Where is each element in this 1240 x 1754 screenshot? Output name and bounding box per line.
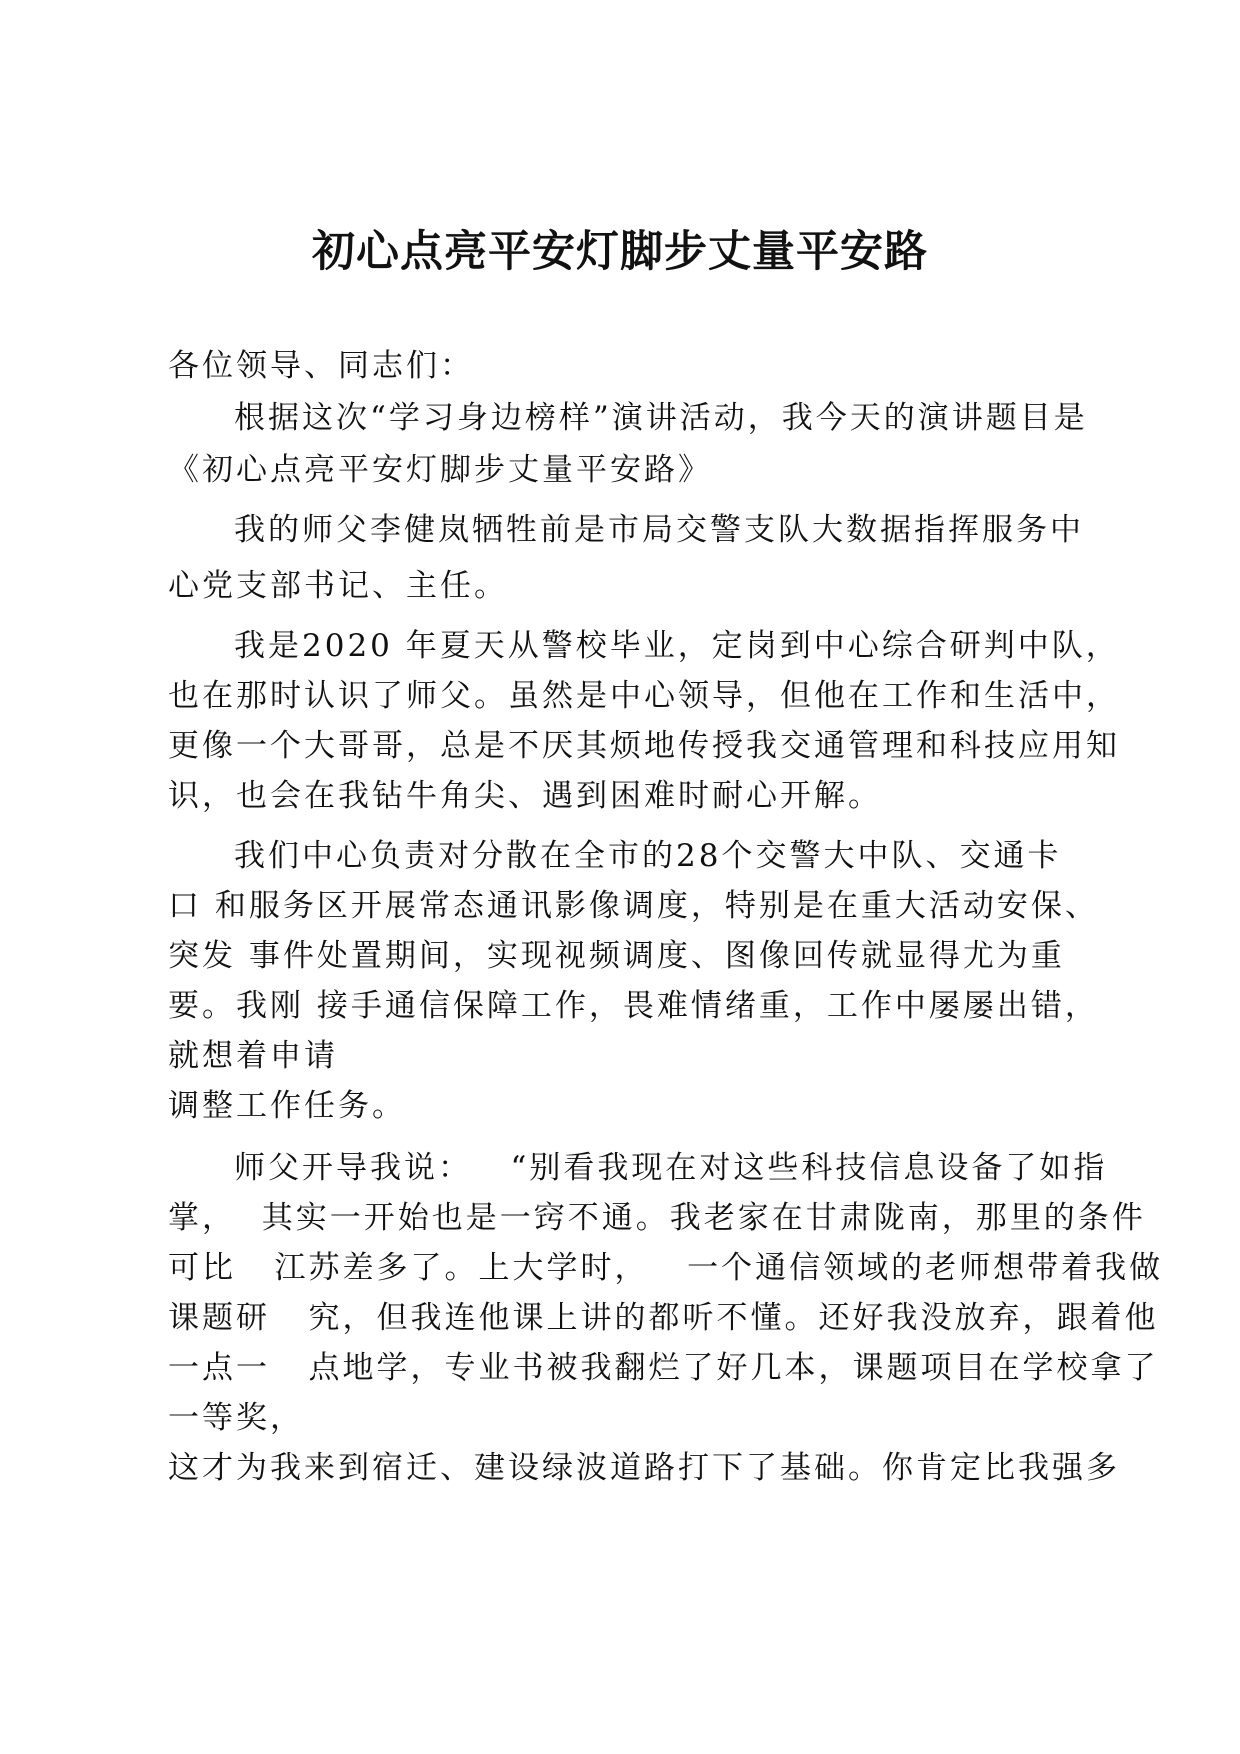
paragraph-line: 口 和服务区开展常态通讯影像调度，特别是在重大活动安保、 bbox=[168, 888, 1099, 924]
paragraph-line: 也在那时认识了师父。虽然是中心领导，但他在工作和生活中， bbox=[168, 678, 1120, 714]
paragraph-line: 要。我刚 接手通信保障工作，畏难情绪重，工作中屡屡出错， bbox=[168, 988, 1099, 1024]
paragraph-line: 课题研 究，但我连他课上讲的都听不懂。还好我没放弃，跟着他 bbox=[168, 1300, 1159, 1336]
paragraph-line: 我们中心负责对分散在全市的28个交警大中队、交通卡 bbox=[234, 838, 1062, 874]
paragraph-line: 一等奖， bbox=[168, 1400, 304, 1436]
paragraph-line: 就想着申请 bbox=[168, 1038, 338, 1074]
document-title: 初心点亮平安灯脚步丈量平安路 bbox=[312, 227, 928, 277]
paragraph-line: 突发 事件处置期间，实现视频调度、图像回传就显得尤为重 bbox=[168, 938, 1065, 974]
paragraph-line: 心党支部书记、主任。 bbox=[168, 568, 508, 604]
paragraph-line: 识，也会在我钻牛角尖、遇到困难时耐心开解。 bbox=[168, 778, 882, 814]
paragraph-line: 我的师父李健岚牺牲前是市局交警支队大数据指挥服务中 bbox=[234, 512, 1084, 548]
paragraph-line: 可比 江苏差多了。上大学时， 一个通信领域的老师想带着我做 bbox=[168, 1250, 1164, 1286]
paragraph-line: 根据这次“学习身边榜样”演讲活动，我今天的演讲题目是 bbox=[234, 400, 1088, 436]
paragraph-line: 更像一个大哥哥，总是不厌其烦地传授我交通管理和科技应用知 bbox=[168, 728, 1120, 764]
paragraph-line: 这才为我来到宿迁、建设绿波道路打下了基础。你肯定比我强多 bbox=[168, 1450, 1120, 1486]
paragraph-line: 一点一 点地学，专业书被我翻烂了好几本，课题项目在学校拿了 bbox=[168, 1350, 1159, 1386]
paragraph-line: 师父开导我说： “别看我现在对这些科技信息设备了如指 bbox=[234, 1150, 1108, 1186]
paragraph-line: 掌， 其实一开始也是一窍不通。我老家在甘肃陇南，那里的条件 bbox=[168, 1200, 1146, 1236]
paragraph-line: 调整工作任务。 bbox=[168, 1088, 406, 1124]
salutation-line: 各位领导、同志们： bbox=[168, 348, 474, 384]
paragraph-line: 我是2020 年夏天从警校毕业，定岗到中心综合研判中队， bbox=[234, 628, 1120, 664]
paragraph-line: 《初心点亮平安灯脚步丈量平安路》 bbox=[168, 452, 712, 488]
